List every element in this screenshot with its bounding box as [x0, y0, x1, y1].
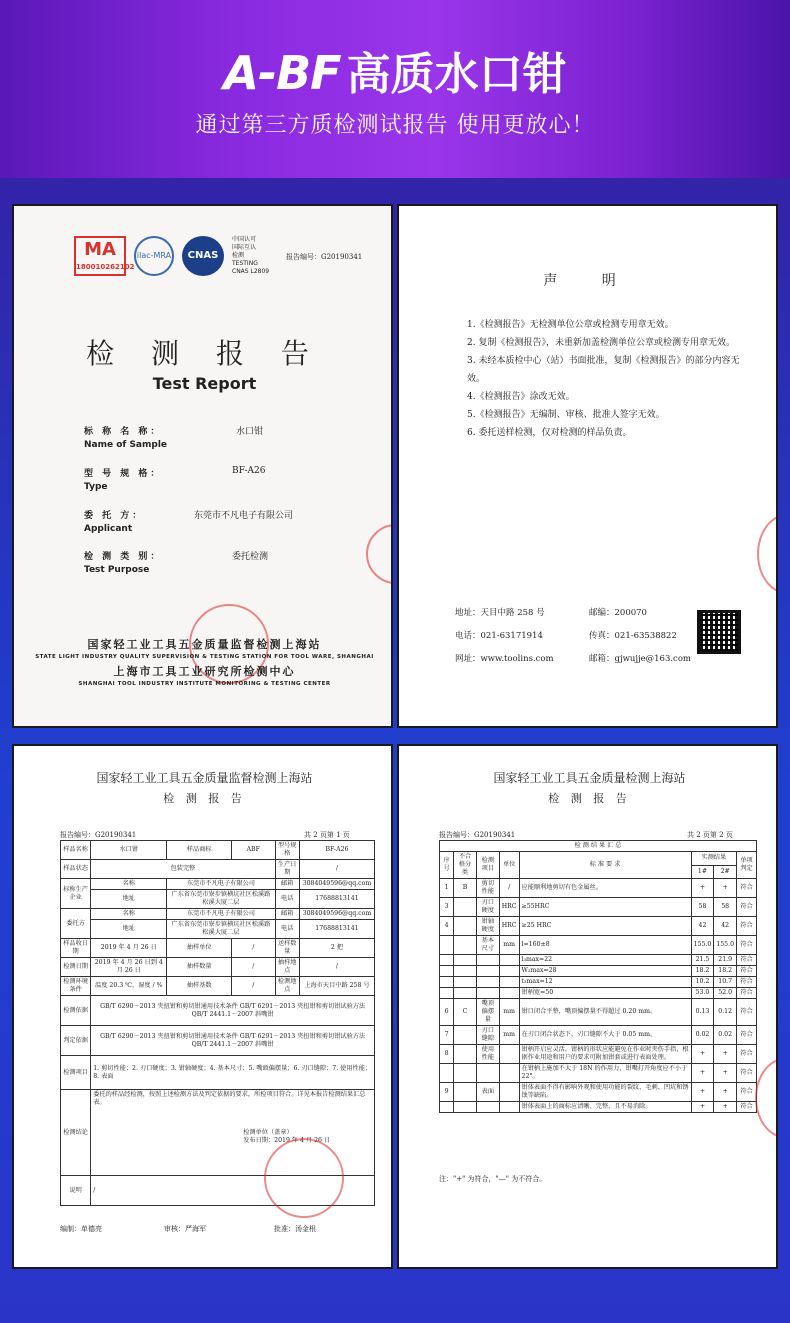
declaration-title: 声 明: [543, 273, 636, 289]
cell-r1: 42: [691, 917, 714, 936]
cell-cls: [454, 917, 477, 936]
table-header: 序号 不合格分类 检测项目 单位 标 准 要 求 实测结果 单项判定: [440, 852, 757, 866]
cell-judge: 符合: [737, 1064, 757, 1083]
institute-header: 国家轻工业工具五金质量检测上海站: [493, 771, 686, 785]
cell-cls: [454, 936, 477, 955]
table-row: [440, 936, 757, 955]
table-row: 地址 广东省东莞市寮步镇横坑社区松溪路松溪大厦二层 电话 17688813141: [61, 890, 375, 909]
cell-r2: 58: [714, 898, 737, 917]
cell-r1: 155.0: [691, 936, 714, 955]
cell-cls: [454, 1064, 477, 1083]
cell-judge: 符合: [737, 917, 757, 936]
cell-unit: HRC: [499, 917, 519, 936]
accreditation-text: 中国认可 国际互认 检测 TESTING CNAS L2809: [232, 236, 270, 275]
red-stamp-edge: [755, 1058, 778, 1138]
cell-judge: 符合: [737, 898, 757, 917]
cell-req: 在钳柄上施加不大于 18N 的作用力，钳嘴打开角度应不小于 22°。: [519, 1064, 691, 1083]
page-info: 共 2 页第 1 页: [304, 831, 350, 839]
cell-r2: 52.0: [714, 988, 737, 999]
report-title-en: Test Report: [152, 374, 257, 393]
cell-item: [476, 966, 499, 977]
cell-judge: 符合: [737, 999, 757, 1026]
red-stamp-edge: [757, 514, 778, 594]
cell-item: [476, 1102, 499, 1113]
cell-item: 基本尺寸: [476, 936, 499, 955]
cma-logo: MA 180010262102: [74, 236, 126, 276]
cell-item: [476, 977, 499, 988]
cell-no: [440, 977, 454, 988]
cell-no: 8: [440, 1045, 454, 1064]
cell-req: 钳体表面上的商标应清晰、完整，且不易消除。: [519, 1102, 691, 1113]
report-subheader: 检 测 报 告: [163, 792, 246, 805]
institute-name-2: 上海市工具工业研究所检测中心: [113, 665, 296, 678]
cell-no: 9: [440, 1083, 454, 1102]
cell-item: 刃口硬度: [476, 898, 499, 917]
approver-signature: 批准：汤金根: [274, 1225, 316, 1233]
cell-r1: +: [691, 1045, 714, 1064]
cell-cls: [454, 966, 477, 977]
cell-r2: 21.9: [714, 955, 737, 966]
cell-req: t₃max=12: [519, 977, 691, 988]
cell-cls: [454, 977, 477, 988]
declaration-item: 3. 未经本质检中心（站）书面批准，复制《检测报告》的部分内容无效。: [467, 356, 740, 384]
table-row: [440, 1026, 757, 1045]
cell-r1: 10.2: [691, 977, 714, 988]
cell-no: [440, 988, 454, 999]
cell-req: ≥25 HRC: [519, 917, 691, 936]
table-row: [440, 1102, 757, 1113]
cell-r1: +: [691, 1102, 714, 1113]
cell-r1: 0.02: [691, 1026, 714, 1045]
cell-judge: 符合: [737, 988, 757, 999]
cell-cls: [454, 1102, 477, 1113]
cell-r2: +: [714, 879, 737, 898]
cell-r2: +: [714, 1083, 737, 1102]
cell-cls: B: [454, 879, 477, 898]
table-row: [440, 879, 757, 898]
cell-item: [476, 988, 499, 999]
brand-logo: A-BF: [223, 46, 341, 100]
cell-judge: 符合: [737, 977, 757, 988]
table-row: 检测日期 2019 年 4 月 26 日到 4 月 26 日 抽样数量 / 抽样地点 /: [61, 958, 375, 977]
cell-r1: 18.2: [691, 966, 714, 977]
field-label-en: Applicant: [84, 524, 133, 534]
editor-signature: 编制：单德亮: [60, 1225, 102, 1233]
cell-req: l₃max=22: [519, 955, 691, 966]
table-row: 样品收日期 2019 年 4 月 26 日 抽样单位 / 送样数量 2 把: [61, 939, 375, 958]
table-row: 标称生产企业 名称 东莞市不凡电子有限公司 邮箱 3084049596@qq.com: [61, 879, 375, 890]
qr-code-icon: [697, 610, 741, 654]
cell-r1: 21.5: [691, 955, 714, 966]
cell-unit: [499, 966, 519, 977]
cell-judge: 符合: [737, 1045, 757, 1064]
zip-code: 邮编：200070: [589, 608, 647, 618]
cell-r2: 0.02: [714, 1026, 737, 1045]
table-row: 样品状态 包装完整 生产日期 /: [61, 860, 375, 879]
report-number: 报告编号：G20190341: [60, 831, 137, 839]
cell-req: W₃max=28: [519, 966, 691, 977]
footnote: 注："+" 为符合，"—" 为不符合。: [439, 1175, 547, 1183]
table-row: 委托方 名称 东莞市不凡电子有限公司 邮箱 3084049596@qq.com: [61, 909, 375, 920]
cell-unit: [499, 955, 519, 966]
red-stamp-edge: [366, 524, 393, 584]
cell-r1: 0.13: [691, 999, 714, 1026]
cell-unit: mm: [499, 1026, 519, 1045]
cell-no: 6: [440, 999, 454, 1026]
cell-cls: [454, 898, 477, 917]
table-row: [440, 898, 757, 917]
cell-req: 应能顺利地剪切有色金属丝。: [519, 879, 691, 898]
cell-item: 表面: [476, 1083, 499, 1102]
cell-unit: [499, 1083, 519, 1102]
table-row: 判定依据 GB/T 6290－2013 夹扭钳和剪切钳通用技术条件 GB/T 6291－2013 夹扭钳和剪切钳试验方法 QB/T 2441.1－2007 斜嘴钳: [61, 1026, 375, 1056]
cell-judge: 符合: [737, 1083, 757, 1102]
cell-no: 1: [440, 879, 454, 898]
cell-r2: +: [714, 1064, 737, 1083]
cell-r1: +: [691, 1064, 714, 1083]
cell-no: [440, 1102, 454, 1113]
cell-judge: 符合: [737, 1026, 757, 1045]
cell-cls: [454, 1026, 477, 1045]
field-value: 水口钳: [236, 427, 264, 437]
red-stamp: [264, 1138, 344, 1218]
cell-unit: /: [499, 879, 519, 898]
table-row: [440, 1064, 757, 1083]
declaration-list: [451, 316, 756, 442]
cell-item: 剪切性能: [476, 879, 499, 898]
cell-cls: [454, 1083, 477, 1102]
cell-cls: [454, 955, 477, 966]
table-row: [440, 955, 757, 966]
report-title: 检 测 报 告: [86, 337, 323, 370]
institute-name-2-en: SHANGHAI TOOL INDUSTRY INSTITUTE MONITORING & TESTING CENTER: [78, 681, 331, 687]
ilac-logo: ilac-MRA: [134, 236, 174, 276]
declaration-page: [397, 204, 778, 728]
cell-no: [440, 1064, 454, 1083]
table-row: 样品名称 水口钳 样品商标 ABF 型号规格 BF-A26: [61, 841, 375, 860]
cell-item: 使用性能: [476, 1045, 499, 1064]
declaration-item: 2. 复制《检测报告》，未重新加盖检测单位公章或检测专用章无效。: [467, 338, 735, 348]
cell-r1: 58: [691, 898, 714, 917]
field-value: 委托检测: [232, 552, 269, 562]
cell-judge: 符合: [737, 966, 757, 977]
cell-item: 钳轴硬度: [476, 917, 499, 936]
page-info: 共 2 页第 2 页: [687, 831, 733, 839]
institute-name-1: 国家轻工业工具五金质量监督检测上海站: [87, 638, 322, 651]
cell-no: 4: [440, 917, 454, 936]
cell-req: ≥55HRC: [519, 898, 691, 917]
table-row: [440, 1083, 757, 1102]
cell-unit: [499, 1064, 519, 1083]
field-label-en: Name of Sample: [84, 440, 168, 450]
cell-no: [440, 955, 454, 966]
cell-req: 钳柄宽=50: [519, 988, 691, 999]
cell-req: 在刃口闭合状态下，刃口缝隙不大于 0.05 mm。: [519, 1026, 691, 1045]
institute-name-1-en: STATE LIGHT INDUSTRY QUALITY SUPERVISION & TESTING STATION FOR TOOL WARE, SHANGHAI: [35, 654, 374, 660]
report-number: 报告编号：G20190341: [286, 253, 363, 261]
field-label: 委 托 方：: [84, 511, 145, 521]
table-row: 检测项目 1. 剪切性能；2. 刃口硬度；3. 钳轴硬度；4. 基本尺寸；5. 嘴頭偏摆量；6. 刃口缝隙；7. 使用性能；8. 表面: [61, 1056, 375, 1090]
table-row: 说明 /: [61, 1176, 375, 1206]
cell-cls: [454, 1045, 477, 1064]
table-row: [440, 966, 757, 977]
field-label: 检 测 类 别：: [84, 552, 163, 562]
table-row: 地址 广东省东莞市寮步镇横坑社区松溪路松溪大厦二层 电话 17688813141: [61, 920, 375, 939]
field-label-en: Test Purpose: [84, 565, 150, 575]
cell-req: 钳口闭合平整，嘴顶偏摆量不得超过 0.20 mm。: [519, 999, 691, 1026]
cell-r2: 18.2: [714, 966, 737, 977]
phone: 电话：021-63171914: [455, 631, 543, 641]
cell-no: 7: [440, 1026, 454, 1045]
cell-cls: [454, 988, 477, 999]
cell-item: [476, 1064, 499, 1083]
email: 邮箱：gjwujje@163.com: [589, 654, 691, 664]
field-label: 型 号 规 格：: [84, 469, 163, 479]
cell-unit: [499, 988, 519, 999]
cell-judge: 符合: [737, 955, 757, 966]
declaration-item: 4.《检测报告》涂改无效。: [467, 392, 575, 402]
cell-unit: mm: [499, 936, 519, 955]
cell-unit: mm: [499, 999, 519, 1026]
declaration-item: 6. 委托送样检测，仅对检测的样品负责。: [467, 428, 632, 438]
cell-item: [476, 955, 499, 966]
table-row: 检测依据 GB/T 6290－2013 夹扭钳和剪切钳通用技术条件 GB/T 6291－2013 夹扭钳和剪切钳试验方法 QB/T 2441.1－2007 斜嘴钳: [61, 996, 375, 1026]
report-subheader: 检 测 报 告: [548, 792, 631, 805]
brand-title: [0, 38, 790, 102]
table-row: [440, 988, 757, 999]
cell-r2: 42: [714, 917, 737, 936]
cell-unit: HRC: [499, 898, 519, 917]
report-page-2: [397, 744, 778, 1269]
cell-r2: 155.0: [714, 936, 737, 955]
cell-r2: +: [714, 1045, 737, 1064]
institute-header: 国家轻工业工具五金质量监督检测上海站: [96, 771, 313, 785]
website: 网址：www.toolins.com: [455, 654, 554, 664]
table-row: 检测结论 委托的样品经检测，按照上述检测方法及判定依据的要求，所检项目符合。详见本报告检测结果汇总表。 检测单位（盖章） 发布日期：2019 年 4 月 26 日: [61, 1090, 375, 1176]
product-title: 高质水口钳: [346, 49, 567, 100]
cell-r1: +: [691, 1083, 714, 1102]
cell-judge: 符合: [737, 879, 757, 898]
cell-r2: 10.7: [714, 977, 737, 988]
field-value: 东莞市不凡电子有限公司: [194, 511, 294, 521]
cell-req: l=160±8: [519, 936, 691, 955]
field-label-en: Type: [84, 482, 108, 492]
cell-unit: [499, 1102, 519, 1113]
cell-r1: +: [691, 879, 714, 898]
cell-r2: +: [714, 1102, 737, 1113]
cell-req: 钳柄开启应灵活，钳柄的形状应能避免在作业时夹伤手指，根据作业用途和用户的要求可附加钳套或进行表面处理。: [519, 1045, 691, 1064]
cell-unit: [499, 977, 519, 988]
cell-no: [440, 936, 454, 955]
cover-page: [12, 204, 393, 728]
field-value: BF-A26: [232, 466, 266, 476]
table-row: [440, 999, 757, 1026]
cell-unit: [499, 1045, 519, 1064]
declaration-item: 1.《检测报告》无检测单位公章或检测专用章无效。: [467, 320, 674, 330]
subtitle: 通过第三方质检测试报告 使用更放心！: [195, 113, 595, 138]
cert-logos: [74, 236, 269, 276]
field-label: 标 称 名 称：: [84, 427, 163, 437]
declaration-item: 5.《检测报告》无编制、审核、批准人签字无效。: [467, 410, 665, 420]
cell-r2: 0.12: [714, 999, 737, 1026]
cell-cls: C: [454, 999, 477, 1026]
cnas-logo: CNAS: [182, 236, 224, 276]
cell-item: 嘴顶偏摆量: [476, 999, 499, 1026]
cell-req: 钳体表面不得有影响外观和使用功能的裂纹、毛刺、凹坑和锈蚀等缺陷。: [519, 1083, 691, 1102]
fax: 传真：021-63538822: [589, 631, 677, 641]
table-row: 检测环境条件 温度 20.3 ℃，湿度 / % 抽样基数 / 检测地点 上海市天目中路 258 号: [61, 977, 375, 996]
table-row: [440, 917, 757, 936]
reviewer-signature: 审核：严海军: [164, 1225, 206, 1233]
table-header: 1# 2#: [440, 865, 757, 879]
cell-item: 刃口缝隙: [476, 1026, 499, 1045]
results-table: 检 测 结 果 汇 总 序号 不合格分类 检测项目 单位 标 准 要 求 实测结果 单项判定 1# 2# 1 B 剪切性能 / 应能顺利地剪切有色金属丝。 + + 符合 3 刃口硬度 HRC ≥55HRC 58 58 符合 4 钳轴硬度 HRC ≥25 HRC 42 42 符合 基本尺寸 mm l=160±8 155.0 155.0 符合 l₃max=22 21.5 21.9 符合 W₃max=28 18.2 18.2 符合 t₃max=12 10.2 10.7 符合 钳柄宽=50 53.0 52.0 符合 6 C 嘴顶偏摆量 mm 钳口闭合平整，嘴顶偏摆量不得超过 0.20 mm。 0.13 0.12 符合 7 刃口缝隙 mm 在刃口闭合状态下，刃口缝隙不大于 0.05 mm。 0.02 0.02 符合 8 使用性能 钳柄开启应灵活，钳柄的形状应能避免在作业时夹伤手指，根据作业用途和用户的要求可附加钳套或进行表面处理。 + + 符合 在钳柄上施加不大于 18N 的作用力，钳嘴打开角度应不小于 22°。 + + 符合 9 表面 钳体表面不得有影响外观和使用功能的裂纹、毛刺、凹坑和锈蚀等缺陷。 + + 符合 钳体表面上的商标应清晰、完整，且不易消除。 + + 符合: [439, 840, 757, 1113]
cell-no: [440, 966, 454, 977]
table-row: [440, 1045, 757, 1064]
cell-no: 3: [440, 898, 454, 917]
cell-judge: 符合: [737, 936, 757, 955]
cell-judge: 符合: [737, 1102, 757, 1113]
address: 地址：天目中路 258 号: [455, 608, 545, 618]
report-page-1: [12, 744, 393, 1269]
cell-r1: 53.0: [691, 988, 714, 999]
table-row: [440, 977, 757, 988]
report-number: 报告编号：G20190341: [439, 831, 516, 839]
